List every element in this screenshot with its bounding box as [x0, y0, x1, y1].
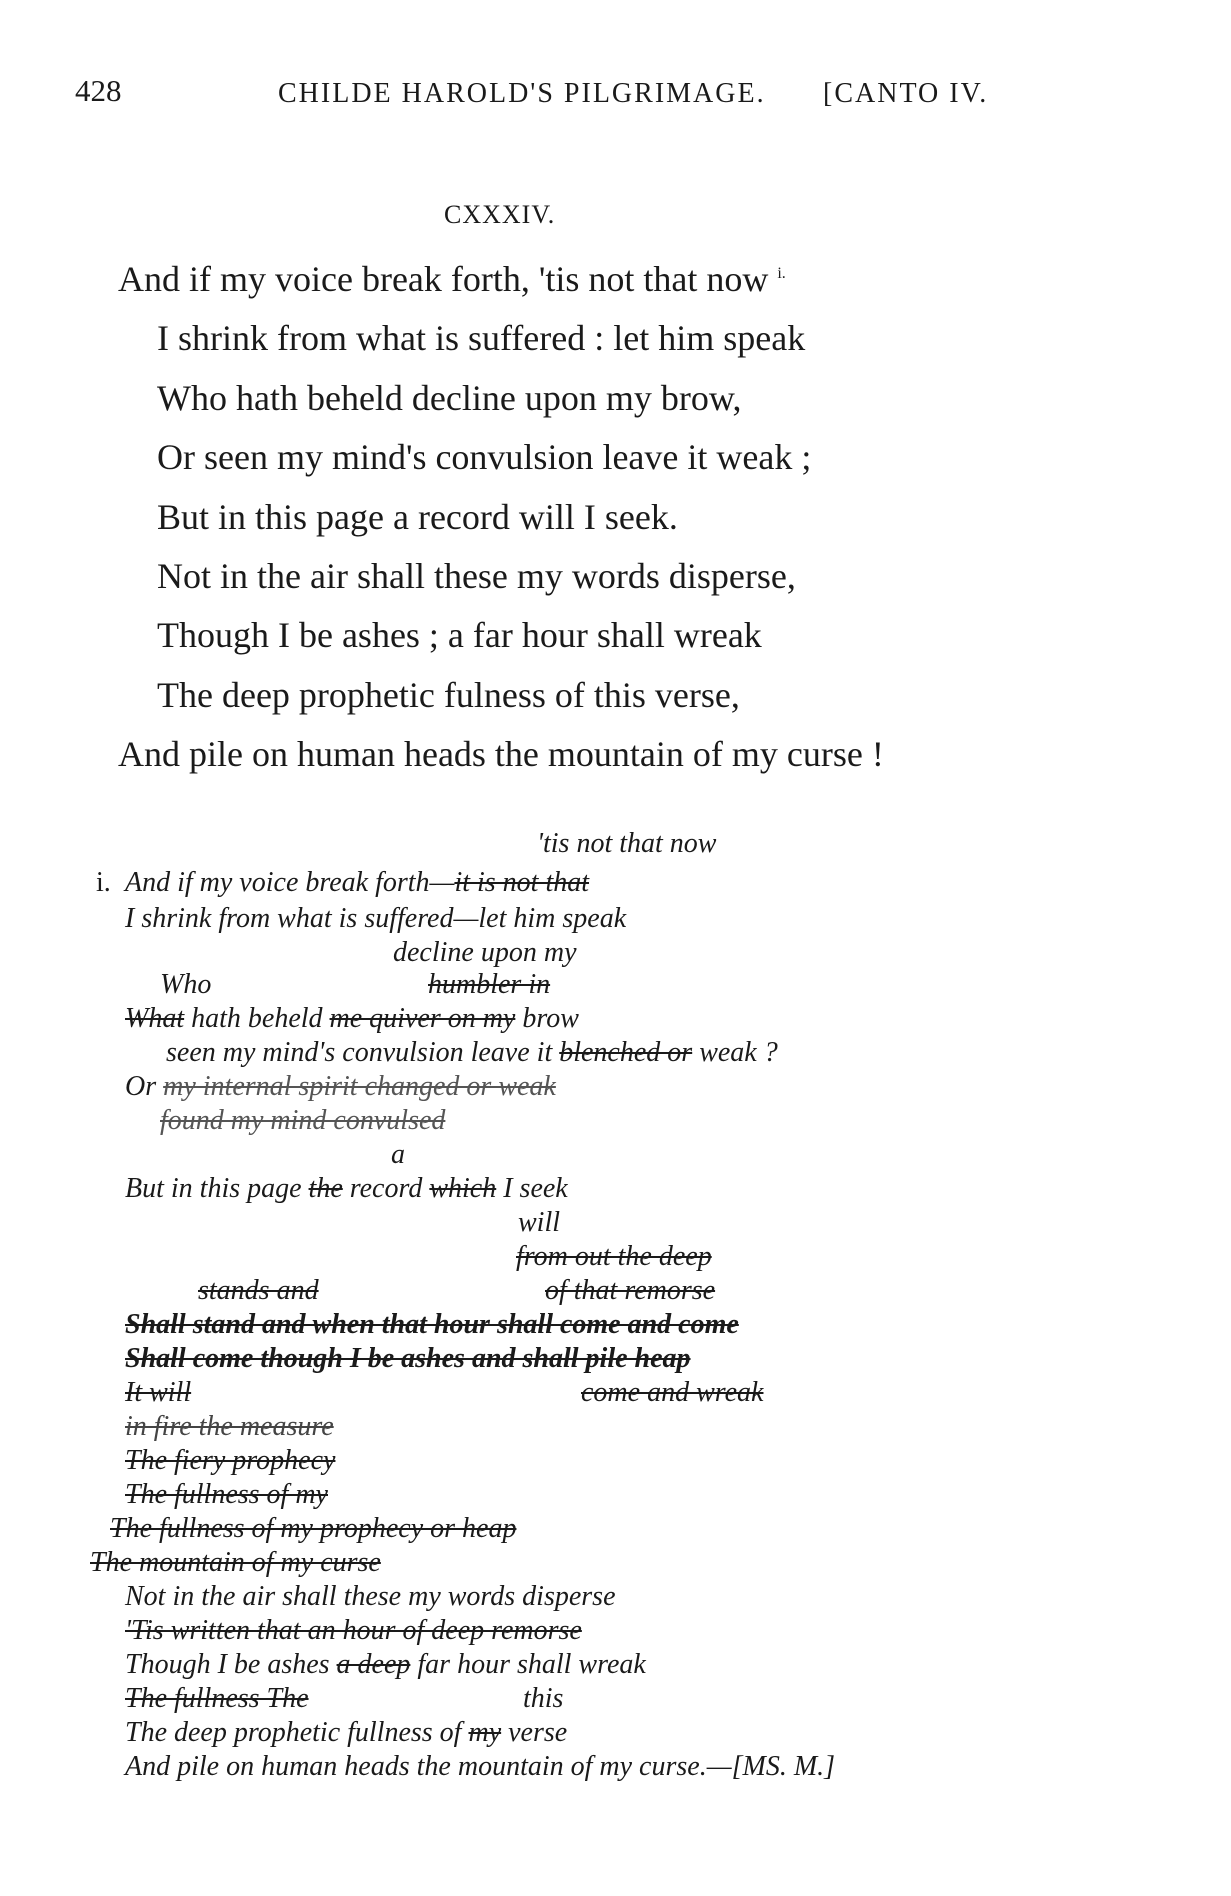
ms-struck: of that remorse — [545, 1275, 716, 1306]
poem-line-2: I shrink from what is suffered : let him speak — [157, 318, 806, 358]
ms-line: Not in the air shall these my words disperse — [125, 1581, 616, 1612]
page-number: 428 — [75, 73, 122, 108]
ms-insertion: this — [523, 1683, 564, 1714]
ms-line: And pile on human heads the mountain of my curse.—[MS. M.] — [125, 1751, 836, 1782]
ms-insertion: will — [518, 1207, 561, 1238]
ms-struck: Shall come though I be ashes and shall pile heap — [125, 1343, 691, 1374]
poem-line-3: Who hath beheld decline upon my brow, — [157, 378, 742, 418]
ms-struck: The fiery prophecy — [125, 1445, 336, 1476]
ms-struck: The fullness of my prophecy or heap — [110, 1513, 517, 1544]
poem-line-6: Not in the air shall these my words disperse, — [157, 556, 796, 596]
ms-struck: from out the deep — [516, 1241, 712, 1272]
poem-line-5: But in this page a record will I seek. — [157, 497, 678, 537]
stanza-number: CXXXIV. — [444, 200, 556, 229]
poem-line-4: Or seen my mind's convulsion leave it weak ; — [157, 437, 812, 477]
canto-label: [CANTO IV. — [823, 78, 989, 109]
ms-struck: come and wreak — [581, 1377, 764, 1408]
ms-struck: The mountain of my curse — [90, 1547, 381, 1578]
ms-line: The deep prophetic fullness of my verse — [125, 1717, 568, 1748]
ms-struck: stands and — [198, 1275, 319, 1306]
ms-insertion: 'tis not that now — [537, 828, 717, 859]
ms-line: What hath beheld me quiver on my brow — [125, 1003, 579, 1034]
ms-struck: 'Tis written that an hour of deep remorse — [125, 1615, 582, 1646]
ms-line: And if my voice break forth—it is not that — [125, 867, 590, 898]
ms-struck: The fullness The — [125, 1683, 309, 1714]
ms-struck: found my mind convulsed — [160, 1105, 446, 1136]
footnote-marker: i. — [777, 265, 786, 282]
ms-struck: Shall stand and when that hour shall come and come — [125, 1309, 739, 1340]
poem-line-9: And pile on human heads the mountain of my curse ! — [118, 734, 884, 774]
poem-line-7: Though I be ashes ; a far hour shall wreak — [157, 615, 762, 655]
ms-line: seen my mind's convulsion leave it blenched or weak ? — [166, 1037, 778, 1068]
ms-line: Who — [160, 969, 212, 1000]
ms-struck: in fire the measure — [125, 1411, 334, 1442]
ms-line: But in this page the record which I seek — [125, 1173, 568, 1204]
running-title: CHILDE HAROLD'S PILGRIMAGE. — [278, 78, 766, 109]
ms-line: I shrink from what is suffered—let him speak — [125, 903, 627, 934]
ms-line: Or my internal spirit changed or weak — [125, 1071, 556, 1102]
poem-line-8: The deep prophetic fulness of this verse, — [157, 675, 740, 715]
ms-insertion: a — [391, 1139, 405, 1170]
ms-line: Though I be ashes a deep far hour shall wreak — [125, 1649, 646, 1680]
ms-struck: It will — [125, 1377, 192, 1408]
note-label: i. — [96, 867, 111, 898]
poem-line-1: And if my voice break forth, 'tis not that now $^{i.}$ — [118, 259, 786, 299]
ms-struck: humbler in — [428, 969, 551, 1000]
ms-struck: The fullness of my — [125, 1479, 328, 1510]
ms-insertion: decline upon my — [393, 937, 577, 968]
